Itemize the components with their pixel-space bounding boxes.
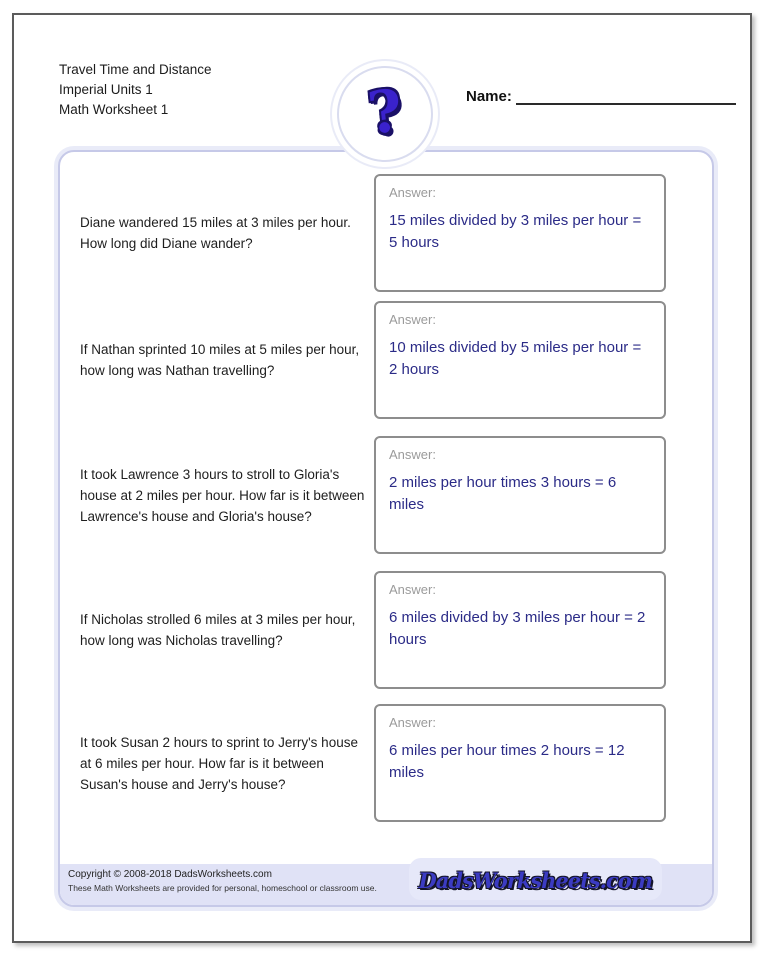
answer-text-4: 6 miles divided by 3 miles per hour = 2 hours — [389, 609, 646, 648]
logo-text: DadsWorksheets.com — [418, 867, 652, 893]
name-label: Name: — [466, 88, 512, 105]
license-line: These Math Worksheets are provided for personal, homeschool or classroom use. — [68, 883, 377, 893]
answer-text-3: 2 miles per hour times 3 hours = 6 miles — [389, 474, 617, 513]
question-text-2: If Nathan sprinted 10 miles at 5 miles per hour, how long was Nathan travelling? — [80, 342, 360, 378]
answer-label-3: Answer: — [389, 447, 436, 462]
copyright-line: Copyright © 2008-2018 DadsWorksheets.com — [68, 869, 272, 880]
worksheet-subtitle: Imperial Units 1 — [59, 82, 153, 97]
name-field-row — [466, 87, 736, 105]
problem-row-5 — [60, 704, 712, 822]
answer-text-2: 10 miles divided by 5 miles per hour = 2 hours — [389, 339, 642, 378]
answer-box-3 — [374, 436, 666, 554]
footer — [60, 864, 712, 905]
question-mark-badge — [337, 66, 433, 162]
worksheet-number: Math Worksheet 1 — [59, 102, 169, 117]
answer-box-5 — [374, 704, 666, 822]
answer-label-1: Answer: — [389, 185, 436, 200]
problems-container — [58, 150, 714, 907]
answer-box-2 — [374, 301, 666, 419]
answer-label-2: Answer: — [389, 312, 436, 327]
dadsworksheets-logo — [409, 858, 662, 900]
question-text-3: It took Lawrence 3 hours to stroll to Gloria's house at 2 miles per hour. How far is it between Lawrence's house and Gloria's house? — [80, 466, 365, 524]
worksheet-header — [59, 60, 212, 120]
problem-row-2 — [60, 301, 712, 419]
question-text-1: Diane wandered 15 miles at 3 miles per hour. How long did Diane wander? — [80, 215, 351, 251]
question-text-4: If Nicholas strolled 6 miles at 3 miles per hour, how long was Nicholas travelling? — [80, 612, 356, 648]
question-mark-icon: ? — [364, 76, 406, 148]
question-text-5: It took Susan 2 hours to sprint to Jerry's house at 6 miles per hour. How far is it between Susan's house and Jerry's house? — [80, 734, 358, 792]
answer-label-5: Answer: — [389, 715, 436, 730]
worksheet-title: Travel Time and Distance — [59, 62, 212, 77]
footer-copyright-block — [68, 869, 377, 893]
problem-row-4 — [60, 571, 712, 689]
answer-box-4 — [374, 571, 666, 689]
answer-box-1 — [374, 174, 666, 292]
problem-row-3 — [60, 436, 712, 554]
answer-text-1: 15 miles divided by 3 miles per hour = 5 hours — [389, 212, 642, 251]
answer-label-4: Answer: — [389, 582, 436, 597]
problem-row-1 — [60, 174, 712, 292]
answer-text-5: 6 miles per hour times 2 hours = 12 miles — [389, 742, 625, 781]
worksheet-page — [12, 13, 752, 943]
name-blank-line — [516, 87, 736, 105]
